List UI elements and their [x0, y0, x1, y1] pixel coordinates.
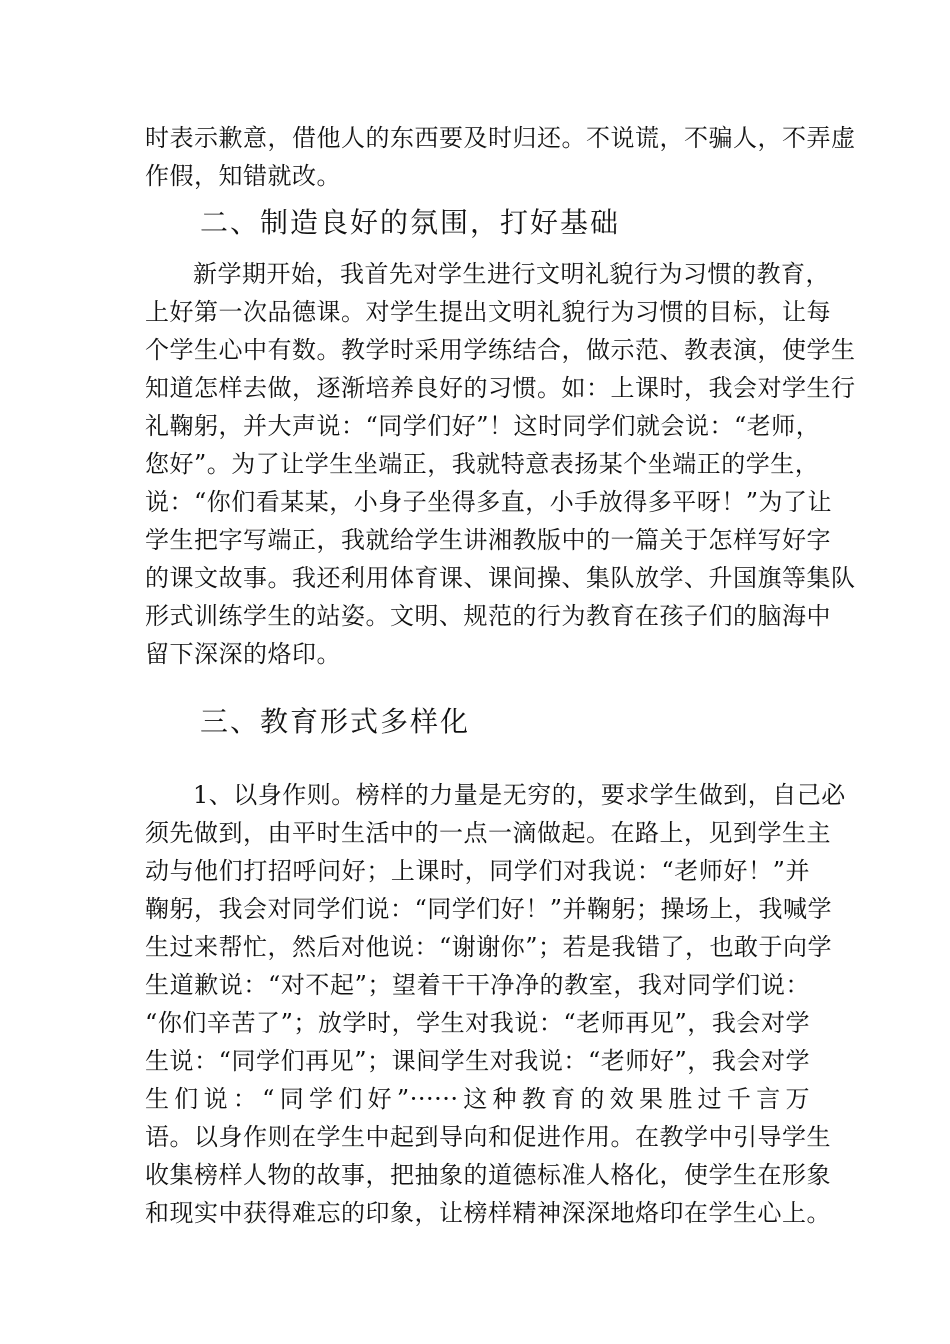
text-line: 学生把字写端正，我就给学生讲湘教版中的一篇关于怎样写好字 [145, 526, 831, 554]
text-line: 生道歉说：“对不起”；望着干干净净的教室，我对同学们说： [145, 971, 810, 999]
text-line: 个学生心中有数。教学时采用学练结合，做示范、教表演，使学生 [145, 336, 856, 364]
text-line: 新学期开始，我首先对学生进行文明礼貌行为习惯的教育， [193, 260, 830, 288]
text-line: 1、以身作则。榜样的力量是无穷的，要求学生做到，自己必 [193, 781, 846, 809]
text-line: 您好”。为了让学生坐端正，我就特意表扬某个坐端正的学生， [145, 450, 820, 478]
text-line: 生说：“同学们再见”；课间学生对我说：“老师好”，我会对学 [145, 1047, 810, 1075]
text-line: 说：“你们看某某，小身子坐得多直，小手放得多平呀！”为了让 [145, 488, 833, 516]
text-line: 须先做到，由平时生活中的一点一滴做起。在路上，见到学生主 [145, 819, 831, 847]
text-line: 生过来帮忙，然后对他说：“谢谢你”；若是我错了，也敢于向学 [145, 933, 833, 961]
section-heading: 三、教育形式多样化 [200, 705, 471, 738]
text-line: 生们说：“同学们好”······这种教育的效果胜过千言万 [145, 1085, 810, 1113]
text-line: 语。以身作则在学生中起到导向和促进作用。在教学中引导学生 [145, 1123, 831, 1151]
text-line: 留下深深的烙印。 [145, 640, 341, 668]
text-line: 的课文故事。我还利用体育课、课间操、集队放学、升国旗等集队 [145, 564, 856, 592]
text-line: 和现实中获得难忘的印象，让榜样精神深深地烙印在学生心上。 [145, 1199, 831, 1227]
text-line: 上好第一次品德课。对学生提出文明礼貌行为习惯的目标，让每 [145, 298, 831, 326]
text-line: 鞠躬，我会对同学们说：“同学们好！”并鞠躬；操场上，我喊学 [145, 895, 833, 923]
text-line: 形式训练学生的站姿。文明、规范的行为教育在孩子们的脑海中 [145, 602, 831, 630]
text-line: 知道怎样去做，逐渐培养良好的习惯。如：上课时，我会对学生行 [145, 374, 856, 402]
text-line: 动与他们打招呼问好；上课时，同学们对我说：“老师好！”并 [145, 857, 810, 885]
text-line: 作假，知错就改。 [145, 162, 341, 190]
text-line: 礼鞠躬，并大声说：“同学们好”！这时同学们就会说：“老师， [145, 412, 821, 440]
text-line: 时表示歉意，借他人的东西要及时归还。不说谎，不骗人，不弄虚 [145, 124, 856, 152]
text-line: 收集榜样人物的故事，把抽象的道德标准人格化，使学生在形象 [145, 1161, 831, 1189]
text-line: “你们辛苦了”；放学时，学生对我说：“老师再见”，我会对学 [145, 1009, 810, 1037]
section-heading: 二、制造良好的氛围，打好基础 [200, 206, 621, 239]
